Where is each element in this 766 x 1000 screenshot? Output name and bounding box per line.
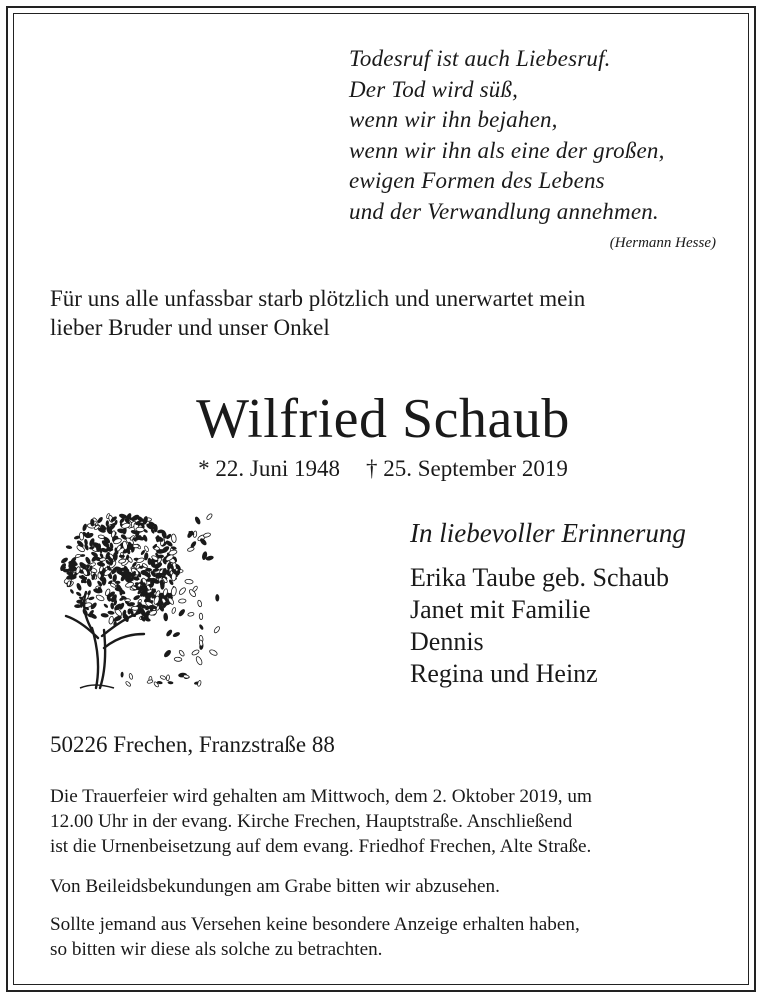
leaf-shape	[133, 544, 139, 548]
mourners-list	[410, 562, 669, 690]
leaf-shape	[171, 587, 177, 597]
leaf-shape	[178, 650, 185, 657]
condolences-notice	[50, 874, 720, 899]
leaf-shape	[198, 624, 204, 631]
leaf-shape	[100, 613, 109, 618]
leaf-shape	[203, 532, 211, 538]
leaf-shape	[163, 613, 168, 622]
leaf-shape	[206, 513, 213, 520]
notice-line: Die Trauerfeier wird gehalten am Mittwoch, dem 2. Oktober 2019, um	[50, 786, 592, 807]
leaf-shape	[197, 600, 202, 607]
deceased-name: Wilfried Schaub	[196, 388, 570, 450]
windblown-tree-icon	[44, 488, 224, 698]
leaf-shape	[108, 616, 114, 624]
intro-line: lieber Bruder und unser Onkel	[50, 315, 330, 340]
notice-line: Von Beileidsbekundungen am Grabe bitten wir abzusehen.	[50, 876, 500, 897]
leaf-shape	[75, 554, 81, 558]
leaf-shape	[192, 585, 198, 592]
notice-line: ist die Urnenbeisetzung auf dem evang. Friedhof Frechen, Alte Straße.	[50, 836, 592, 857]
leaf-shape	[125, 681, 131, 687]
leaf-shape	[172, 631, 181, 638]
funeral-notice	[50, 784, 720, 859]
leaf-shape	[69, 588, 74, 594]
leaf-shape	[116, 544, 122, 551]
mourner-name: Regina und Heinz	[410, 659, 598, 688]
poem-line: und der Verwandlung annehmen.	[349, 198, 659, 224]
notice-line: so bitten wir diese als solche zu betrachten.	[50, 939, 383, 960]
leaf-shape	[103, 603, 109, 609]
mourner-name: Dennis	[410, 627, 484, 656]
leaf-shape	[75, 591, 82, 597]
leaf-shape	[120, 672, 123, 678]
leaf-shape	[160, 601, 163, 606]
mourner-name: Janet mit Familie	[410, 595, 591, 624]
poem-line: wenn wir ihn bejahen,	[349, 107, 558, 133]
notice-line: Sollte jemand aus Versehen keine besondere Anzeige erhalten haben,	[50, 914, 580, 935]
leaf-shape	[147, 679, 153, 683]
address: 50226 Frechen, Franzstraße 88	[50, 732, 335, 757]
intro-line: Für uns alle unfassbar starb plötzlich und unerwartet mein	[50, 286, 586, 311]
leaf-shape	[199, 613, 203, 620]
intro-text	[50, 284, 730, 342]
leaf-shape	[165, 629, 173, 638]
leaf-shape	[183, 674, 189, 678]
leaf-shape	[213, 626, 220, 634]
leaf-shape	[163, 649, 173, 659]
poem-line: ewigen Formen des Lebens	[349, 168, 605, 194]
leaf-shape	[178, 599, 186, 604]
poem-line: Todesruf ist auch Liebesruf.	[349, 46, 611, 71]
notice-line: 12.00 Uhr in der evang. Kirche Frechen, Hauptstraße. Anschließend	[50, 811, 573, 832]
poem-line: wenn wir ihn als eine der großen,	[349, 137, 665, 163]
leaf-shape	[88, 596, 95, 601]
leaf-shape	[188, 612, 195, 617]
leaf-shape	[76, 582, 83, 591]
leaf-shape	[167, 681, 173, 685]
leaf-shape	[197, 680, 202, 686]
poem-line: Der Tod wird süß,	[349, 76, 519, 102]
leaf-shape	[215, 594, 219, 602]
leaf-shape	[177, 608, 186, 617]
poem-quote	[349, 44, 729, 228]
leaf-shape	[86, 578, 93, 587]
death-date: † 25. September 2019	[365, 456, 568, 481]
leaf-shape	[129, 673, 134, 679]
leaf-shape	[66, 545, 73, 550]
leaf-shape	[171, 607, 176, 614]
leaf-shape	[178, 587, 186, 596]
leaf-shape	[95, 594, 105, 602]
leaf-shape	[195, 656, 203, 666]
leaf-shape	[187, 547, 195, 553]
leaf-shape	[97, 561, 106, 567]
leaf-shape	[107, 610, 114, 615]
leaf-shape	[191, 649, 200, 656]
leaf-shape	[82, 523, 88, 531]
leaf-shape	[166, 675, 170, 681]
leaf-shape	[119, 555, 125, 558]
leaf-shape	[60, 556, 69, 564]
memory-heading: In liebevoller Erinnerung	[410, 518, 686, 548]
leaf-shape	[171, 534, 177, 543]
leaf-shape	[160, 675, 167, 680]
poem-attribution: (Hermann Hesse)	[609, 235, 716, 251]
birth-date: * 22. Juni 1948	[198, 456, 340, 481]
missed-notice	[50, 912, 720, 962]
mourner-name: Erika Taube geb. Schaub	[410, 563, 670, 592]
life-dates	[0, 454, 766, 484]
leaf-shape	[84, 539, 89, 546]
leaf-shape	[209, 649, 218, 657]
leaf-shape	[194, 516, 202, 525]
leaf-shape	[174, 657, 182, 662]
leaf-shape	[185, 579, 194, 584]
